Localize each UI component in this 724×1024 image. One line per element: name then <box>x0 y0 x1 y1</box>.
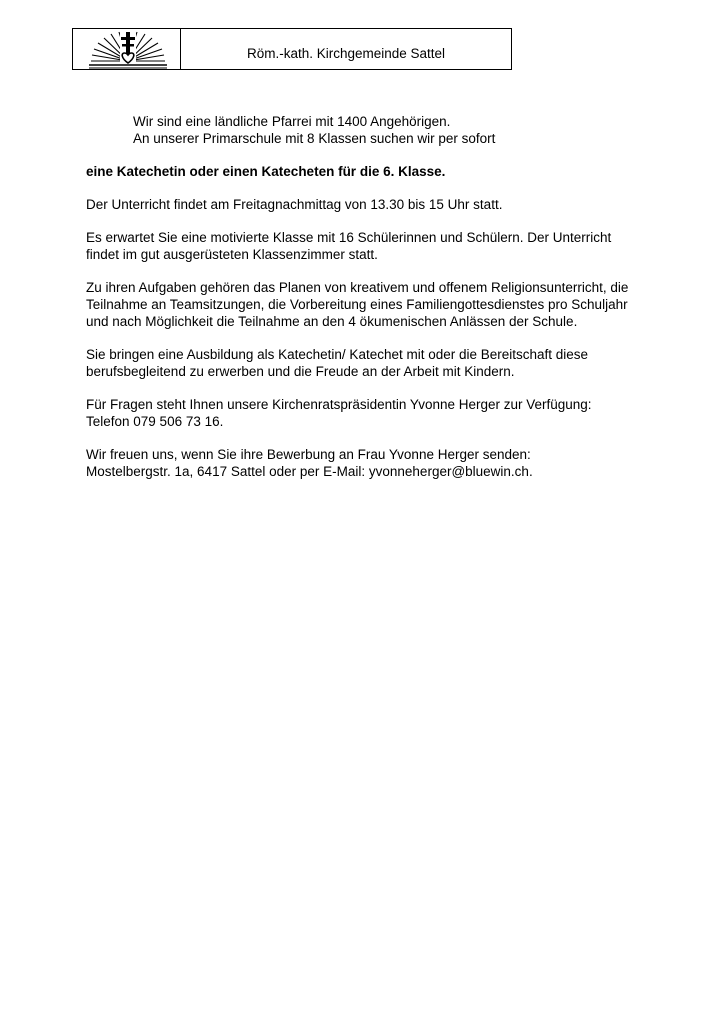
headline-text: eine Katechetin oder einen Katecheten für die 6. Klasse. <box>86 164 446 179</box>
intro-line: Wir sind eine ländliche Pfarrei mit 1400 Angehörigen. <box>133 114 451 129</box>
tasks-paragraph <box>86 279 686 330</box>
address-line: Mostelbergstr. 1a, 6417 Sattel oder per E-Mail: yvonneherger@bluewin.ch. <box>86 464 533 479</box>
tasks-line: und nach Möglichkeit die Teilnahme an den 4 ökumenischen Anlässen der Schule. <box>86 314 578 329</box>
letterhead <box>72 28 512 70</box>
logo-cell <box>73 29 181 69</box>
position-headline <box>86 163 686 180</box>
intro-line: An unserer Primarschule mit 8 Klassen suchen wir per sofort <box>133 131 496 146</box>
schedule-paragraph <box>86 196 686 213</box>
questions-paragraph <box>86 396 686 430</box>
application-line: Wir freuen uns, wenn Sie ihre Bewerbung an Frau Yvonne Herger senden: <box>86 447 531 462</box>
class-line: findet im gut ausgerüsteten Klassenzimmer statt. <box>86 247 378 262</box>
parish-name: Röm.-kath. Kirchgemeinde Sattel <box>246 45 446 61</box>
training-paragraph <box>86 346 686 380</box>
class-line: Es erwartet Sie eine motivierte Klasse mit 16 Schülerinnen und Schülern. Der Unterricht <box>86 230 612 245</box>
phone-line: Telefon 079 506 73 16. <box>86 414 224 429</box>
intro-paragraph <box>86 113 686 147</box>
job-posting-body <box>86 113 686 496</box>
schedule-line: Der Unterricht findet am Freitagnachmittag von 13.30 bis 15 Uhr statt. <box>86 197 503 212</box>
tasks-line: Zu ihren Aufgaben gehören das Planen von kreativem und offenem Religionsunterricht, die <box>86 280 629 295</box>
training-line: Sie bringen eine Ausbildung als Katechetin/ Katechet mit oder die Bereitschaft diese <box>86 347 589 362</box>
training-line: berufsbegleitend zu erwerben und die Freude an der Arbeit mit Kindern. <box>86 364 515 379</box>
questions-line: Für Fragen steht Ihnen unsere Kirchenratspräsidentin Yvonne Herger zur Verfügung: <box>86 397 592 412</box>
application-paragraph <box>86 446 686 480</box>
class-paragraph <box>86 229 686 263</box>
church-cross-sunrise-logo-icon <box>87 31 169 69</box>
tasks-line: Teilnahme an Teamsitzungen, die Vorbereitung eines Familiengottesdienstes pro Schuljahr <box>86 297 628 312</box>
